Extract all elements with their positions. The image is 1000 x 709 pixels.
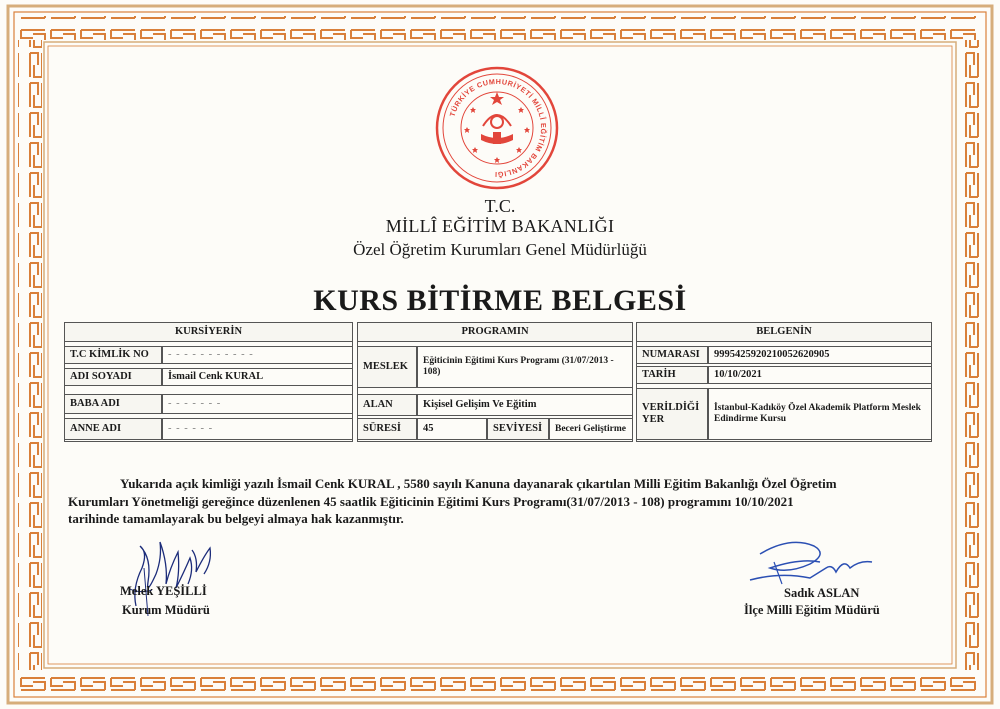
sure-value: 45 xyxy=(417,418,487,440)
father-label: BABA ADI xyxy=(64,394,162,414)
name-label: ADI SOYADI xyxy=(64,368,162,386)
tarih-label: TARİH xyxy=(636,366,708,384)
mother-value: - - - - - - xyxy=(162,418,353,440)
mother-label: ANNE ADI xyxy=(64,418,162,440)
numara-label: NUMARASI xyxy=(636,346,708,364)
left-signatory-title: Kurum Müdürü xyxy=(122,603,210,617)
meslek-value: Eğiticinin Eğitimi Kurs Programı (31/07/2013 - 108) xyxy=(417,346,633,388)
seviye-label: SEVİYESİ xyxy=(487,418,549,440)
certificate-title: KURS BİTİRME BELGESİ xyxy=(313,284,687,317)
father-value: - - - - - - - xyxy=(162,394,353,414)
tarih-value: 10/10/2021 xyxy=(708,366,932,384)
alan-value: Kişisel Gelişim Ve Eğitim xyxy=(417,394,633,416)
seviye-value: Beceri Geliştirme xyxy=(549,418,633,440)
certificate-statement xyxy=(68,475,938,528)
program-header: PROGRAMIN xyxy=(357,322,633,342)
meslek-label: MESLEK xyxy=(357,346,417,388)
ministry-seal-icon xyxy=(435,66,559,190)
yer-value: İstanbul-Kadıköy Özel Akademik Platform Meslek Edindirme Kursu xyxy=(708,388,932,440)
sure-label: SÜRESİ xyxy=(357,418,417,440)
header-ministry: MİLLÎ EĞİTİM BAKANLIĞI xyxy=(385,216,615,236)
statement-line-1: Yukarıda açık kimliği yazılı İsmail Cenk KURAL , 5580 sayılı Kanuna dayanarak çıkartılan Milli Eğitim Bakanlığı Özel Öğretim xyxy=(120,476,837,491)
numara-value: 9995425920210052620905 xyxy=(708,346,932,364)
right-signatory-name: Sadık ASLAN xyxy=(784,586,860,600)
statement-line-2: Kurumları Yönetmeliği gereğince düzenlenen 45 saatlik Eğiticinin Eğitimi Kurs Programı(31/07/2013 - 108) programını 10/10/2021 xyxy=(68,493,794,509)
tc-label: T.C KİMLİK NO xyxy=(64,346,162,364)
yer-label: VERİLDİĞİ YER xyxy=(636,388,708,440)
tc-value: - - - - - - - - - - - xyxy=(162,346,353,364)
seal-text: TÜRKİYE CUMHURİYETİ MİLLÎ EĞİTİM BAKANLIĞI xyxy=(447,76,549,180)
alan-label: ALAN xyxy=(357,394,417,416)
statement-line-3: tarihinde tamamlayarak bu belgeyi almaya hak kazanmıştır. xyxy=(68,511,404,526)
header-directorate: Özel Öğretim Kurumları Genel Müdürlüğü xyxy=(353,240,647,259)
left-signatory-name: Melek YEŞİLLİ xyxy=(120,584,207,598)
trainee-header: KURSİYERİN xyxy=(64,322,353,342)
right-signatory-title: İlçe Milli Eğitim Müdürü xyxy=(744,603,880,617)
name-value: İsmail Cenk KURAL xyxy=(162,368,353,386)
header-tc: T.C. xyxy=(484,196,516,216)
document-header: BELGENİN xyxy=(636,322,932,342)
